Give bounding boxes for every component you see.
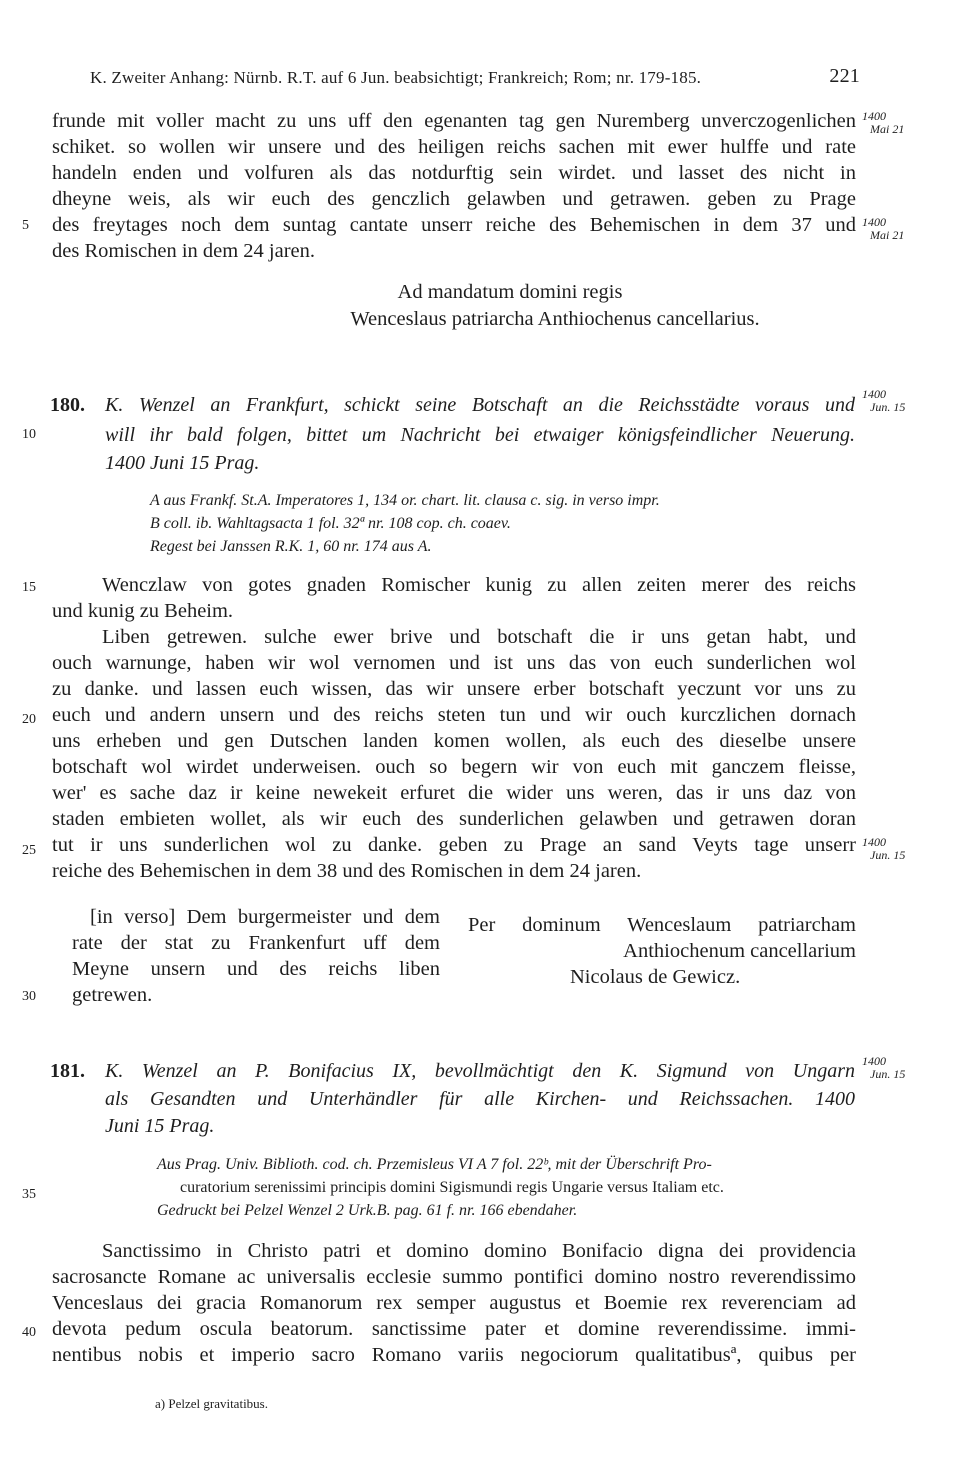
body-line: schiket. so wollen wir unsere und des heiligen reichs sachen mit ewer hulffe und rate bbox=[52, 136, 856, 158]
body-line: zu danke. und lassen euch wissen, das wir unsere erber botschaft yeczunt vor uns zu bbox=[52, 678, 856, 700]
body-line: Sanctissimo in Christo patri et domino domino Bonifacio digna dei providencia bbox=[102, 1240, 856, 1262]
line-number: 20 bbox=[22, 712, 36, 727]
body-line: Wenczlaw von gotes gnaden Romischer kunig zu allen zeiten merer des reichs bbox=[102, 574, 856, 596]
body-line: sacrosancte Romane ac universalis ecclesie summo pontifici domino nostro reverendissimo bbox=[52, 1266, 856, 1288]
line-number: 10 bbox=[22, 427, 36, 442]
source-line: curatorium serenissimi principis domini Sigismundi regis Ungarie versus Italiam etc. bbox=[180, 1179, 724, 1196]
footnote: a) Pelzel gravitatibus. bbox=[155, 1396, 268, 1411]
line-number: 15 bbox=[22, 580, 36, 595]
address-line: Meyne unsern und des reichs liben bbox=[72, 958, 440, 980]
margin-date: 1400 Jun. 15 bbox=[862, 835, 906, 862]
body-line: ouch warnunge, haben wir wol vernomen und ist uns das von euch sunderlichen wol bbox=[52, 652, 856, 674]
body-line: reiche des Behemischen in dem 38 und des Romischen in dem 24 jaren. bbox=[52, 860, 642, 882]
per-line: Anthiochenum cancellarium bbox=[623, 940, 856, 962]
running-header bbox=[90, 66, 860, 90]
source-line: Gedruckt bei Pelzel Wenzel 2 Urk.B. pag. 61 f. nr. 166 ebendaher. bbox=[157, 1202, 578, 1219]
address-line: getrewen. bbox=[72, 984, 153, 1006]
body-line: devota pedum oscula beatorum. sanctissime pater et domine reverendissime. immi- bbox=[52, 1318, 856, 1340]
margin-date: 1400 Mai 21 bbox=[862, 215, 905, 242]
per-line: Nicolaus de Gewicz. bbox=[570, 966, 741, 988]
line-number: 35 bbox=[22, 1187, 36, 1202]
doc-title-line: K. Wenzel an Frankfurt, schickt seine Botschaft an die Reichsstädte voraus und bbox=[105, 394, 855, 416]
doc-title-line: 1400 Juni 15 Prag. bbox=[105, 452, 260, 474]
address-line: rate der stat zu Frankenfurt uff dem bbox=[72, 932, 440, 954]
source-line: B coll. ib. Wahltagsacta 1 fol. 32ª nr. 108 cop. ch. coaev. bbox=[150, 515, 511, 532]
body-line: des Romischen in dem 24 jaren. bbox=[52, 240, 316, 262]
source-line: Regest bei Janssen R.K. 1, 60 nr. 174 aus A. bbox=[150, 538, 432, 555]
body-line: Venceslaus dei gracia Romanorum rex semper augustus et Boemie rex reverenciam ad bbox=[52, 1292, 856, 1314]
body-line: dheyne weis, als wir euch des genczlich gelawben und getrawen. geben zu Prage bbox=[52, 188, 856, 210]
body-line: botschaft wol wirdet underweisen. ouch so begern wir von euch mit ganczem fleisse, bbox=[52, 756, 856, 778]
doc-number: 180. bbox=[50, 394, 85, 416]
address-line: [in verso] Dem burgermeister und dem bbox=[90, 906, 440, 928]
source-line: Aus Prag. Univ. Biblioth. cod. ch. Przemisleus VI A 7 fol. 22ᵇ, mit der Überschrift Pro- bbox=[157, 1156, 712, 1173]
doc-heading bbox=[50, 1058, 110, 1084]
source-line: A aus Frankf. St.A. Imperatores 1, 134 or. chart. lit. clausa c. sig. in verso impr. bbox=[150, 492, 660, 509]
doc-title-line: will ihr bald folgen, bittet um Nachricht bei etwaiger königsfeindlicher Neuerung. bbox=[105, 424, 855, 446]
line-number: 25 bbox=[22, 843, 36, 858]
line-number: 30 bbox=[22, 989, 36, 1004]
doc-title-line: als Gesandten und Unterhändler für alle Kirchen- und Reichssachen. 1400 bbox=[105, 1088, 855, 1110]
doc-number: 181. bbox=[50, 1060, 85, 1082]
body-line: frunde mit voller macht zu uns uff den egenanten tag gen Nuremberg unverczogenlichen bbox=[52, 110, 856, 132]
body-line: Liben getrewen. sulche ewer brive und botschaft die ir uns getan habt, und bbox=[102, 626, 856, 648]
body-line: des freytages noch dem suntag cantate unserr reiche des Behemischen in dem 37 und bbox=[52, 214, 856, 236]
margin-date: 1400 Jun. 15 bbox=[862, 387, 906, 414]
body-line: staden embieten wollet, als wir euch des sunderlichen gelawben und getrawen doran bbox=[52, 808, 856, 830]
running-title: K. Zweiter Anhang: Nürnb. R.T. auf 6 Jun. beabsichtigt; Frankreich; Rom; nr. 179-185. bbox=[90, 68, 702, 87]
body-line: und kunig zu Beheim. bbox=[52, 600, 234, 622]
per-line: Per dominum Wenceslaum patriarcham bbox=[468, 914, 856, 936]
body-line: uns erheben und gen Dutschen landen komen wollen, als euch des dieselbe unsere bbox=[52, 730, 856, 752]
mandate-line: Ad mandatum domini regis bbox=[397, 281, 623, 303]
margin-date: 1400 Mai 21 bbox=[862, 109, 905, 136]
body-line: wer' es sache daz ir keine newekeit erfuret die wider uns weren, das ir uns daz von bbox=[52, 782, 856, 804]
body-line: nentibus nobis et imperio sacro Romano variis negociorum qualitatibusª, quibus per bbox=[52, 1344, 856, 1366]
line-number: 5 bbox=[22, 218, 29, 233]
margin-date: 1400 Jun. 15 bbox=[862, 1054, 906, 1081]
body-line: handeln enden und volfuren als das notdurftig sein wirdet. und lasset des nicht in bbox=[52, 162, 856, 184]
body-line: euch und andern unsern und des reichs steten tun und wir ouch kurczlichen dornach bbox=[52, 704, 856, 726]
mandate-signature: Wenceslaus patriarcha Anthiochenus cancellarius. bbox=[350, 308, 760, 330]
doc-title-line: K. Wenzel an P. Bonifacius IX, bevollmächtigt den K. Sigmund von Ungarn bbox=[105, 1060, 855, 1082]
line-number: 40 bbox=[22, 1325, 36, 1340]
page-number: 221 bbox=[829, 65, 860, 87]
body-line: tut ir uns sunderlichen wol zu danke. geben zu Prage an sand Veyts tage unserr bbox=[52, 834, 856, 856]
doc-title-line: Juni 15 Prag. bbox=[105, 1115, 215, 1137]
